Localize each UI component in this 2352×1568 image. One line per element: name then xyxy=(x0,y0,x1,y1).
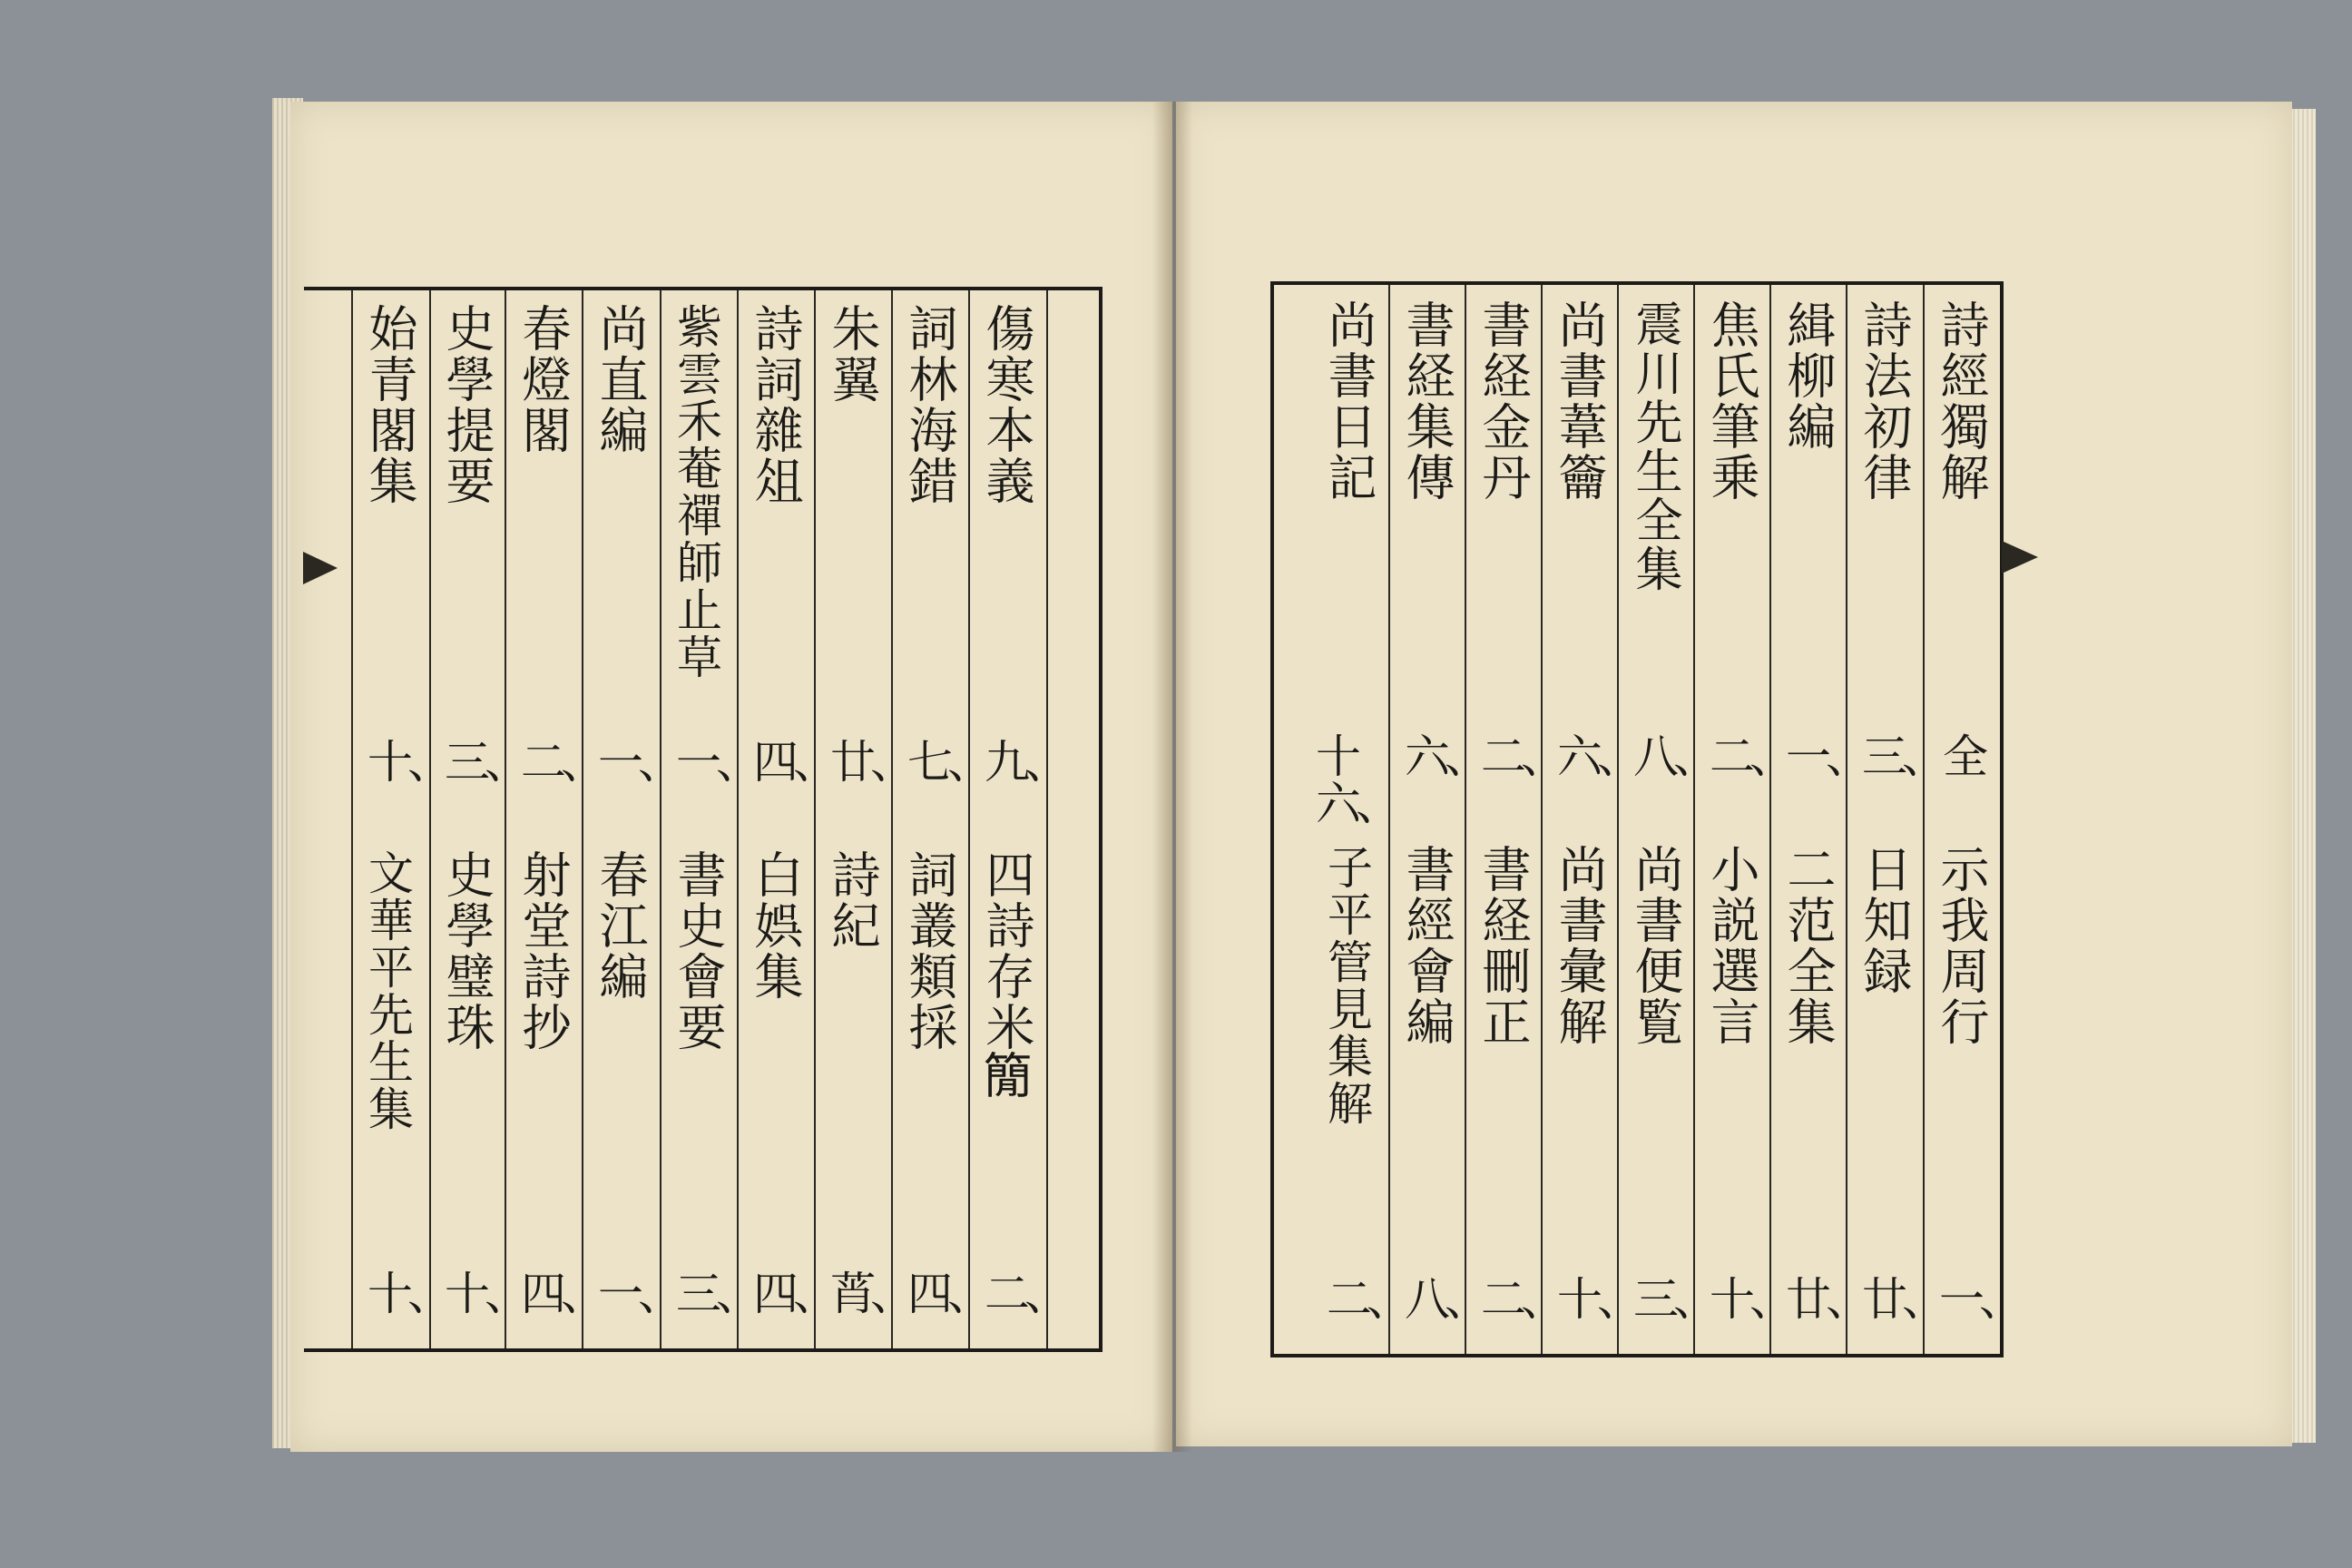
book-subtitle: 示我周行 xyxy=(1933,844,1990,1047)
catalog-column-7 xyxy=(505,290,601,1348)
volume-count: 二、 xyxy=(1481,730,1561,783)
volume-count: 廿、 xyxy=(1862,1273,1942,1326)
book-title: 傷寒本義 xyxy=(978,303,1035,506)
book-subtitle: 春江編 xyxy=(592,849,649,1002)
volume-count: 廿、 xyxy=(1786,1273,1866,1326)
book-subtitle: 二范全集 xyxy=(1779,844,1837,1047)
volume-count: 六、 xyxy=(1405,730,1485,783)
volume-count: 三、 xyxy=(676,1268,756,1320)
book-subtitle: 文華平先生集 xyxy=(361,849,414,1132)
catalog-column-4 xyxy=(737,290,833,1348)
book-subtitle: 子平管見集解 xyxy=(1320,844,1373,1127)
volume-count: 四、 xyxy=(753,1268,833,1320)
volume-count: 四、 xyxy=(907,1268,987,1320)
book-subtitle: 白娯集 xyxy=(747,849,804,1002)
book-title: 詩法初律 xyxy=(1856,299,1913,503)
catalog-column-8 xyxy=(429,290,524,1348)
book-title: 詩經獨解 xyxy=(1933,299,1990,503)
book-title: 詩詞雜俎 xyxy=(747,303,804,506)
book-title: 朱翼 xyxy=(824,303,881,405)
volume-count: 十六、 xyxy=(1316,730,1396,830)
book-subtitle: 書經會編 xyxy=(1398,844,1455,1047)
volume-count: 二、 xyxy=(521,736,601,789)
book-title: 書経金丹 xyxy=(1475,299,1532,503)
book-gutter xyxy=(1152,102,1192,1452)
volume-count: 三、 xyxy=(1633,1273,1713,1326)
right-page-stack-edge xyxy=(2288,109,2316,1443)
book-subtitle: 詩紀 xyxy=(824,849,881,951)
volume-count: 三、 xyxy=(445,736,524,789)
volume-count: 一、 xyxy=(598,736,678,789)
volume-count: 十、 xyxy=(1710,1273,1789,1326)
volume-count: 一、 xyxy=(1786,730,1866,783)
book-subtitle: 書経刪正 xyxy=(1475,844,1532,1047)
volume-count: 二、 xyxy=(1481,1273,1561,1326)
volume-count: 三、 xyxy=(1862,730,1942,783)
fishtail-mark xyxy=(2002,541,2038,573)
volume-count: 九、 xyxy=(985,736,1064,789)
book-subtitle: 小説選言 xyxy=(1703,844,1760,1047)
book-title: 春燈閣 xyxy=(514,303,572,456)
volume-count: 莦、 xyxy=(830,1268,910,1320)
volume-count: 八、 xyxy=(1633,730,1713,783)
catalog-column-3 xyxy=(1769,285,1866,1354)
volume-count: 四、 xyxy=(753,736,833,789)
book-title: 尚書日記 xyxy=(1320,299,1377,503)
catalog-column-9 xyxy=(351,290,447,1348)
catalog-column-9 xyxy=(1310,285,1406,1354)
volume-count: 十、 xyxy=(445,1268,524,1320)
volume-count: 四、 xyxy=(521,1268,601,1320)
volume-count: 十、 xyxy=(1557,1273,1637,1326)
catalog-column-3 xyxy=(814,290,910,1348)
catalog-column-1 xyxy=(968,290,1064,1348)
book-subtitle: 史學璧珠 xyxy=(438,849,495,1053)
book-title: 紫雲禾菴禪師止草 xyxy=(670,303,722,681)
book-title: 始青閣集 xyxy=(361,303,418,506)
catalog-column-5 xyxy=(1617,285,1713,1354)
book-title: 焦氏筆乗 xyxy=(1703,299,1760,503)
volume-count: 八、 xyxy=(1405,1273,1485,1326)
volume-count: 六、 xyxy=(1557,730,1637,783)
book-title: 史學提要 xyxy=(438,303,495,506)
book-subtitle: 書史會要 xyxy=(670,849,727,1053)
volume-count: 廿、 xyxy=(830,736,910,789)
book-title: 尚直編 xyxy=(592,303,649,456)
book-title: 詞林海錯 xyxy=(901,303,958,506)
catalog-column-4 xyxy=(1693,285,1789,1354)
book-subtitle: 日知録 xyxy=(1856,844,1913,996)
volume-count: 二、 xyxy=(1327,1273,1406,1326)
volume-count: 一、 xyxy=(676,736,756,789)
catalog-column-6 xyxy=(1541,285,1637,1354)
right-text-frame xyxy=(1270,281,2019,1357)
catalog-column-2 xyxy=(1846,285,1942,1354)
volume-count: 二、 xyxy=(1710,730,1789,783)
catalog-column-6 xyxy=(582,290,678,1348)
book-subtitle: 尚書彙解 xyxy=(1551,844,1608,1047)
book-title: 書経集傳 xyxy=(1398,299,1455,503)
book-subtitle: 詞叢類採 xyxy=(901,849,958,1053)
book-title: 震川先生全集 xyxy=(1627,299,1681,593)
column-rule xyxy=(1046,290,1048,1348)
book-title: 緝柳編 xyxy=(1779,299,1837,452)
catalog-column-8 xyxy=(1388,285,1485,1354)
book-subtitle: 尚書便覧 xyxy=(1627,844,1684,1047)
book-subtitle: 四詩存米𥳑 xyxy=(978,849,1035,1103)
left-text-frame xyxy=(304,287,1102,1352)
catalog-column-1 xyxy=(1923,285,2019,1354)
book-title: 尚書葦籥 xyxy=(1551,299,1608,503)
catalog-column-5 xyxy=(660,290,756,1348)
fishtail-mark xyxy=(303,552,338,584)
volume-count: 一、 xyxy=(1939,1273,2019,1326)
book-subtitle: 射堂詩抄 xyxy=(514,849,572,1053)
volume-count: 二、 xyxy=(985,1268,1064,1320)
volume-count: 全 xyxy=(1943,730,1983,783)
volume-count: 十、 xyxy=(368,736,447,789)
volume-count: 一、 xyxy=(598,1268,678,1320)
volume-count: 十、 xyxy=(368,1268,447,1320)
catalog-column-7 xyxy=(1465,285,1561,1354)
volume-count: 七、 xyxy=(907,736,987,789)
catalog-column-2 xyxy=(891,290,987,1348)
